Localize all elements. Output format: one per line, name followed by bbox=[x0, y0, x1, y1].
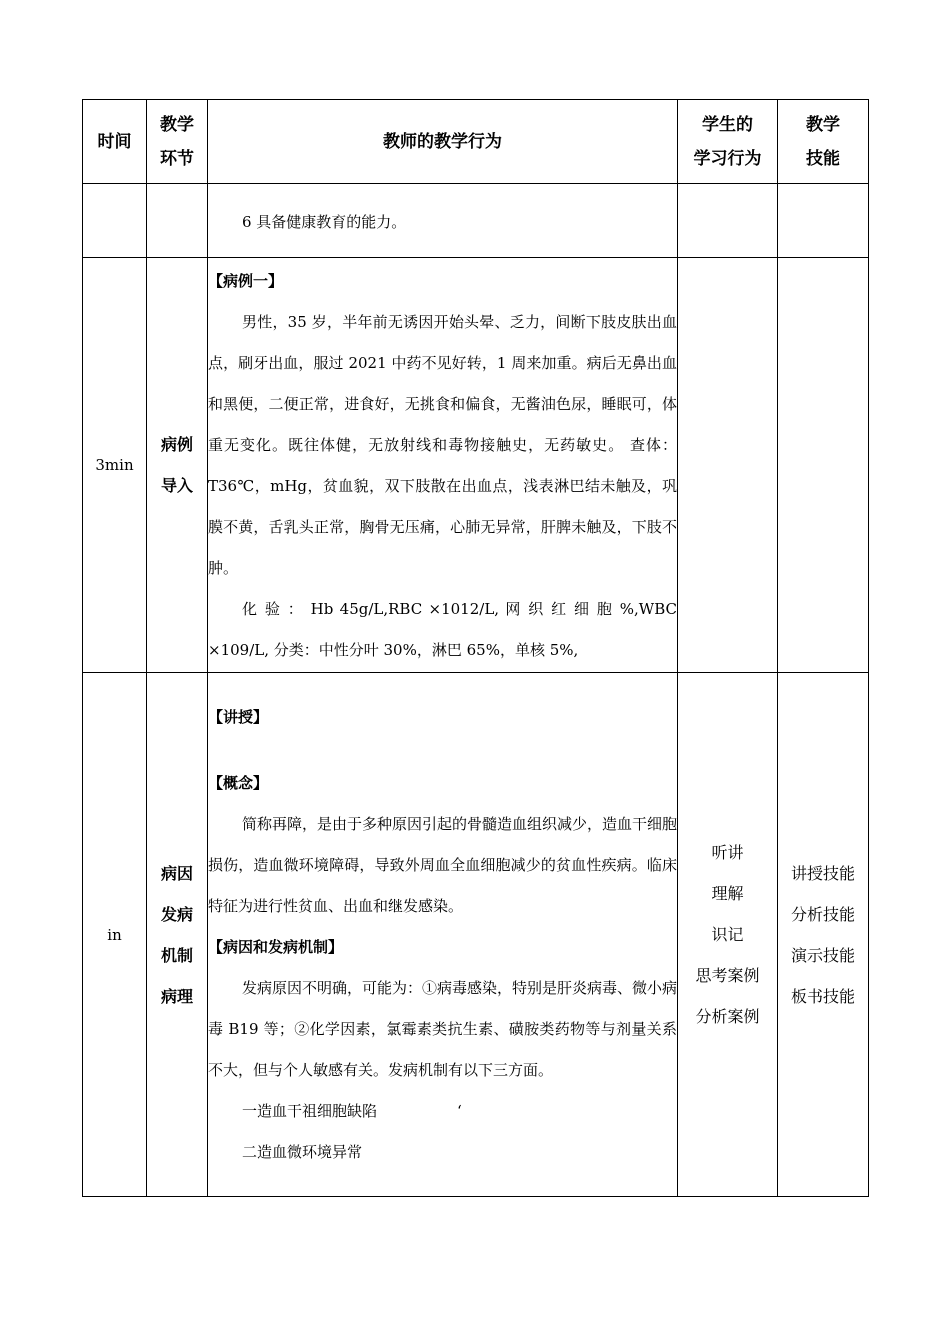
header-skill bbox=[778, 100, 869, 184]
skill-cell bbox=[778, 673, 869, 1197]
student-cell bbox=[678, 673, 778, 1197]
teacher-cell bbox=[208, 184, 678, 258]
teacher-cell bbox=[208, 258, 678, 673]
header-time: 时间 bbox=[83, 100, 147, 184]
header-student-line1: 学生的 bbox=[702, 114, 753, 135]
teaching-skill: 讲授技能 bbox=[790, 863, 855, 883]
header-stage-line2: 环节 bbox=[160, 148, 194, 169]
header-skill-line1: 教学 bbox=[806, 114, 840, 135]
table-row bbox=[83, 184, 869, 258]
student-activity: 理解 bbox=[711, 884, 744, 903]
stage-line: 发病 bbox=[160, 904, 193, 924]
stage-cell bbox=[147, 184, 208, 258]
stage-cell bbox=[147, 673, 208, 1197]
stage-line: 病例 bbox=[160, 435, 193, 454]
time-cell bbox=[83, 184, 147, 258]
stage-line: 病理 bbox=[160, 986, 193, 1006]
student-activity: 识记 bbox=[711, 925, 744, 944]
student-cell bbox=[678, 184, 778, 258]
lecture-heading: 【讲授】 bbox=[208, 707, 269, 726]
teaching-skill: 演示技能 bbox=[790, 945, 855, 965]
stage-line: 导入 bbox=[160, 476, 193, 495]
spacer bbox=[208, 738, 677, 763]
stage-line: 病因 bbox=[160, 863, 193, 883]
student-activity: 分析案例 bbox=[695, 1007, 760, 1026]
time-cell: 3min bbox=[83, 258, 147, 673]
table-header-row bbox=[83, 100, 869, 184]
ability-item-6: 6 具备健康教育的能力。 bbox=[242, 213, 407, 231]
header-student-line2: 学习行为 bbox=[693, 148, 762, 169]
skill-cell bbox=[778, 184, 869, 258]
table-row bbox=[83, 258, 869, 673]
cause-heading: 【病因和发病机制】 bbox=[208, 937, 344, 956]
concept-paragraph: 简称再障，是由于多种原因引起的骨髓造血组织减少，造血干细胞损伤，造血微环境障碍，导致外周血全血细胞减少的贫血性疾病。临床特征为进行性贫血、出血和继发感染。 bbox=[208, 814, 678, 915]
mechanism-item-1 bbox=[208, 1091, 677, 1132]
case-paragraph: 男性，35 岁，半年前无诱因开始头晕、乏力，间断下肢皮肤出血点，刷牙出血，服过 2021 中药不见好转，1 周来加重。病后无鼻出血和黑便，二便正常，进食好，无挑食和偏食，无酱油色尿，睡眠可，体重无变化。既往体健，无放射线和毒物接触史，无药敏史。 查体：T36℃，mHg，贫血貌，双下肢散在出血点，浅表淋巴结未触及，巩膜不黄，舌乳头正常，胸骨无压痛，心肺无异常，肝脾未触及，下肢不肿。 bbox=[208, 312, 677, 577]
student-cell bbox=[678, 258, 778, 673]
case-heading: 【病例一】 bbox=[208, 271, 284, 290]
header-stage bbox=[147, 100, 208, 184]
header-student bbox=[678, 100, 778, 184]
stray-mark: ‘ bbox=[457, 1101, 462, 1120]
time-cell: in bbox=[83, 673, 147, 1197]
student-activity: 思考案例 bbox=[695, 966, 760, 985]
header-skill-line2: 技能 bbox=[806, 148, 840, 169]
student-activity: 听讲 bbox=[711, 843, 744, 862]
skill-cell bbox=[778, 258, 869, 673]
lab-paragraph: 化 验 ： Hb 45g/L,RBC ×1012/L, 网 织 红 细 胞 %,WBC ×109/L, 分类：中性分叶 30%，淋巴 65%，单核 5%, bbox=[208, 599, 677, 659]
mechanism-item-1-text: 一造血干祖细胞缺陷 bbox=[242, 1101, 378, 1120]
concept-heading: 【概念】 bbox=[208, 773, 269, 792]
header-stage-line1: 教学 bbox=[160, 114, 194, 135]
stage-cell bbox=[147, 258, 208, 673]
cause-paragraph: 发病原因不明确，可能为：①病毒感染，特别是肝炎病毒、微小病毒 B19 等；②化学因素，氯霉素类抗生素、磺胺类药物等与剂量关系不大，但与个人敏感有关。发病机制有以下三方面。 bbox=[208, 978, 678, 1079]
lesson-plan-table bbox=[82, 99, 869, 1197]
stage-line: 机制 bbox=[160, 945, 193, 965]
teaching-skill: 板书技能 bbox=[790, 986, 855, 1006]
teacher-cell bbox=[208, 673, 678, 1197]
teaching-skill: 分析技能 bbox=[790, 904, 855, 924]
header-teacher: 教师的教学行为 bbox=[208, 100, 678, 184]
table-row bbox=[83, 673, 869, 1197]
mechanism-item-2: 二造血微环境异常 bbox=[242, 1142, 363, 1161]
